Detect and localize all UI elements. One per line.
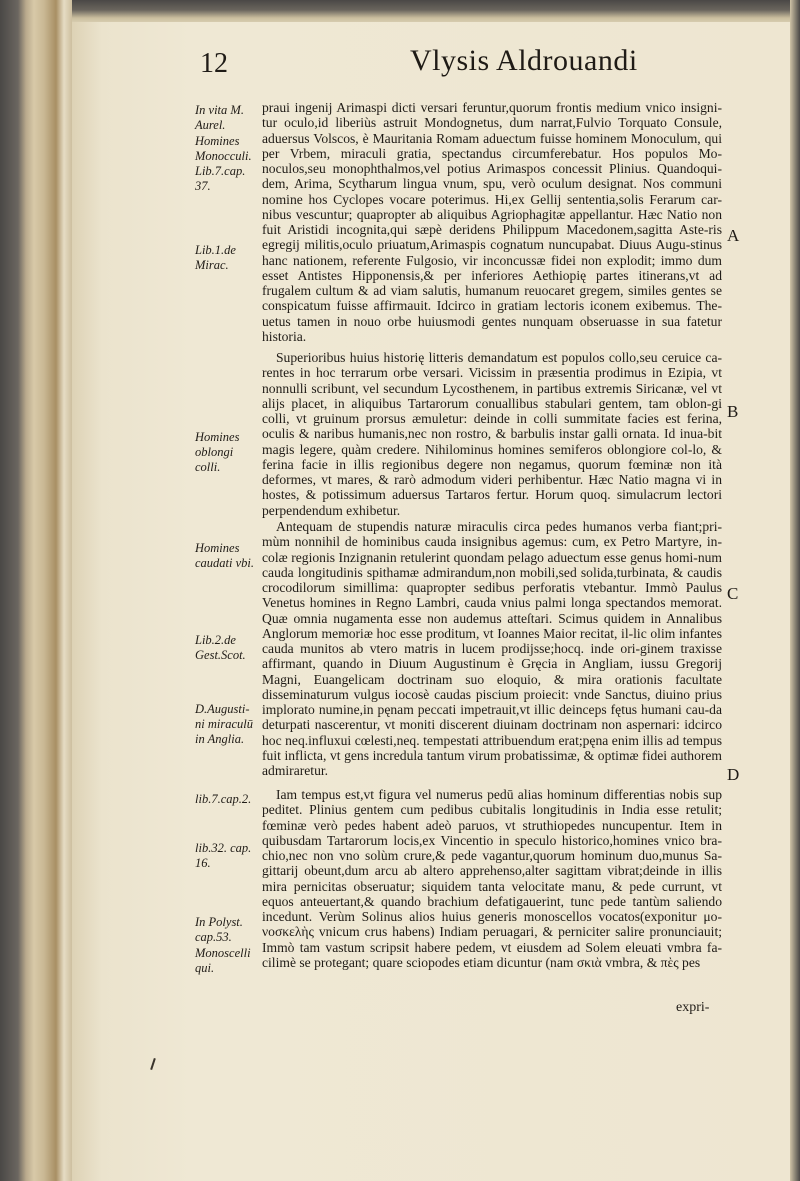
book-edge-right bbox=[790, 0, 800, 1181]
margin-note: Monoscelli qui. bbox=[195, 946, 251, 975]
paragraph-text: Superioribus huius historię litteris demandatum est populos collo,seu ceruice ca-rentes in hoc terrarum orbe versari. Vicissim in præsentia prodimus in Ezipia, vt nonnulli scribunt, vel secundum Lycosthenem, in partibus extremis Siricanæ, vel vt alijs placet, in aliquibus Tartarorum conuallibus stabulari gentem, tam oblon-gi colli, vt gruinum prorsus æmuletur: deinde in colli summitate facies est ferina, oculis & naribus humanis,nec non rostro, & barbulis instar galli ornata. Id inua-bit magis legere, quàm credere. Nihilominus homines semiferos oblongiore col-lo, & ferina facie in illis regionibus degere non negamus, quorum fœminæ non ità deformes, vt mares, & rarò admodum videri perhibentur. Hæc Natio magna vi in hostes, & potissimum aduersus Tartaros fertur. Horum quoq. simulacrum lectori perpendendum exhibetur. bbox=[262, 350, 722, 518]
paragraph-arimaspi bbox=[262, 100, 722, 344]
margin-note: D.Augusti-ni miraculū in Anglia. bbox=[195, 702, 253, 746]
paragraph-caudati bbox=[262, 519, 722, 778]
margin-note: Homines oblongi colli. bbox=[195, 430, 240, 474]
margin-note: In Polyst. cap.53. bbox=[195, 915, 243, 944]
section-letter-a: A bbox=[727, 226, 740, 245]
page-number: 12 bbox=[200, 48, 228, 79]
margin-note: Homines Monocculi. Lib.7.cap. 37. bbox=[195, 134, 252, 193]
margin-note: Lib.1.de Mirac. bbox=[195, 243, 236, 272]
paragraph-text: Antequam de stupendis naturæ miraculis circa pedes humanos verba fiant;pri-mùm nonnihil de hominibus cauda insignibus agemus: cum, ex Petro Martyre, in-colæ regionis Inzignanin retulerint quondam pelago aduectum esse genus homi-num cauda longitudinis spithamæ admirandum,non mobili,sed solida,turbinata, & caudis crocodilorum simillima: quapropter sedibus perforatis vtebantur. Immò Paulus Venetus homines in Regno Lambri, cauda vnius palmi longa spectandos memorat. Quæ omnia nugamenta esse non audemus atteſtari. Scimus quidem in Annalibus Anglorum memoriæ hoc esse proditum, vt Ioannes Maior recitat, il-lic olim infantes cauda munitos ab vtero matris in lucem prodijsse;hocq. inde ori-ginem traxisse affirmant, quando in Diuum Augustinum è Gręcia in Angliam, iussu Gregorij Magni, Euangelicam doctrinam suo eloquio, & mira orationis facultate disseminaturum vulgus iocosè caudas piscium proiecit: vnde Sanctus, diuino prius implorato numine,in pęnam peccati impetrauit,vt illic deinceps fętus humani cau-da deturpati nascerentur, vt moniti discerent diuinam doctrinam non aspernari: idcirco hoc neq.influxui cœlesti,neq. tempestati attribuendum erat;pęna enim illis ad tempus fuit inflicta, vt gens incredula tantum virum probatissimæ, & optimæ fidei authorem admiraretur. bbox=[262, 519, 722, 778]
section-letter-c: C bbox=[727, 584, 739, 603]
margin-note: Lib.2.de Gest.Scot. bbox=[195, 633, 246, 662]
book-binding-left bbox=[0, 0, 72, 1181]
margin-note: Homines caudati vbi. bbox=[195, 541, 255, 570]
paragraph-text: Iam tempus est,vt figura vel numerus pedū alias hominum differentias nobis sup peditet. Plinius gentem cum pedibus cubitalis longitudinis in India esse retulit; fœminæ verò pedes habent adeò paruos, vt struthiopedes nuncupentur. Item in quibusdam Tartarorum locis,ex Vincentio in speculo historico,homines vnico bra-chio,nec non vno solùm crure,& pede vagantur,quorum hominum duo,munus Sa-gittarij obeunt,dum arcu ab altero apprehenso,alter sagittam vibrat;deinde in illis mira pernicitas obseruatur; siquidem tanta velocitate manu, & pede currunt, vt equos anteuertant,& quando brachium defatigauerint, tunc pede tantùm saliendo incedunt. Verùm Solinus alios huius generis monoscellos vocatos(exponitur μο-νοσκελὴς vnicum crus habens) Indiam peruagari, & perniciter salire pronunciauit; Immò tam vastum scripsit habere pedem, vt eiusdem ad Solem eleuati vmbra fa-cilimè se protegant; quare sciopodes etiam dicuntur (nam σκιὰ vmbra, & πὲς pes bbox=[262, 787, 722, 970]
page-header bbox=[200, 44, 638, 84]
running-title: Vlysis Aldrouandi bbox=[410, 44, 638, 77]
section-letter-b: B bbox=[727, 402, 739, 421]
margin-note: lib.32. cap. 16. bbox=[195, 841, 252, 870]
paragraph-pedes bbox=[262, 787, 722, 970]
section-letter-d: D bbox=[727, 765, 740, 784]
margin-note: In vita M. Aurel. bbox=[195, 103, 244, 132]
paragraph-oblongi-colli bbox=[262, 350, 722, 518]
margin-note: lib.7.cap.2. bbox=[195, 792, 252, 806]
paragraph-text: praui ingenij Arimaspi dicti versari feruntur,quorum frontis medium vnico insigni-tur oculo,id liberiùs astruit Mondognetus, dum narrat,Fulvio Torquato Consule, aduersus Volscos, è Mauritania Romam aduectum fuisse hominem Monoculum, qui per Vrbem, miraculi gratia, spectandus circumferebatur. Hos populos Mo-noculos,seu monophthalmos,vel potius Arimaspos concessit Plinius. Quandoqui-dem, Arima, Scytharum lingua vnum, spu, verò oculum designat. Nos communi nomine hos Cyclopes vocare poterimus. Hi,ex Gellij sententia,solis Ferarum car-nibus vescuntur; quapropter ab aliquibus Agriophagitæ appellantur. Hæc Natio non fuit Aristidi incognita,qui sæpè deridens Philippum Macedonem,sagitta Aste-ris egregij militis,oculo priuatum,Arimaspis cognatum nuncupabat. Diuus Augu-stinus hanc nationem, referente Fulgosio, vir inconcussæ fidei non explodit; immo dum esset Antistes Hipponensis,& per inferiores Aethiopię partes itinerans,vt ad frugalem cultum & ad viam salutis, humanum reuocaret gregem, similes gentes se conspicatum fuisse affirmauit. Idcirco in gratiam lectoris iconem exibemus. The-uetus tamen in nouo orbe huiusmodi gentes nunquam obseruasse in sua fatetur historia. bbox=[262, 100, 722, 344]
catchword: expri- bbox=[676, 1000, 710, 1015]
